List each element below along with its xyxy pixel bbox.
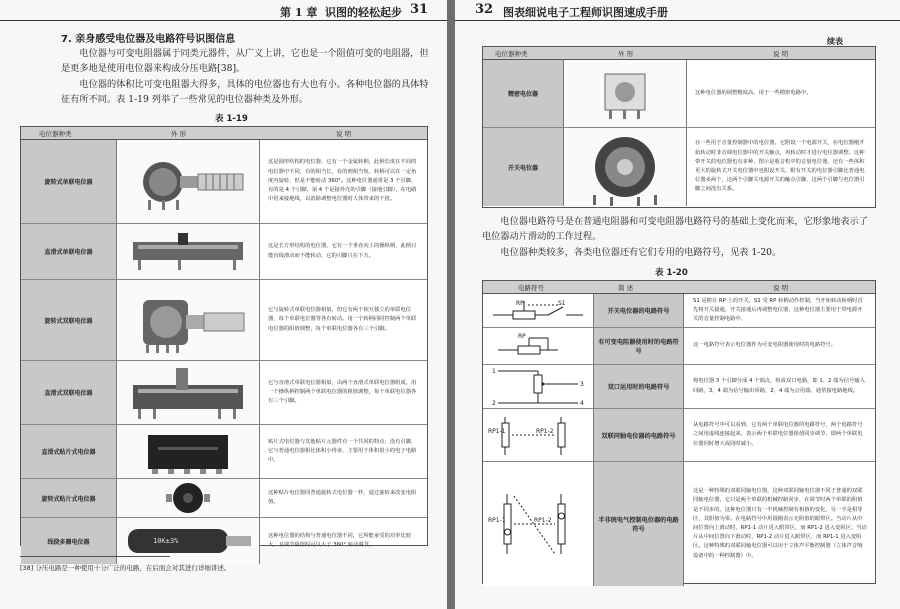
symbol-table xyxy=(482,280,876,584)
table-row xyxy=(483,60,875,128)
potentiometer-photo xyxy=(117,361,260,424)
table-header-row xyxy=(21,127,427,140)
potentiometer-description: 它与旋转式单联电位器相似，但它有两个相互独立的单联电位器，每个单联电位器等各有转动。用一个转柄同时控制两个单联电位器的阻值调整，每个单联电位器各有三个引脚。 xyxy=(268,307,417,332)
svg-text:1: 1 xyxy=(492,367,496,375)
page-number: 31 xyxy=(410,2,429,17)
potentiometer-photo xyxy=(117,280,260,360)
potentiometer-kind: 直滑式双联电位器 xyxy=(21,361,117,424)
potentiometer-description: 这种电位器的调整精度高，用于一些精密电路中。 xyxy=(695,89,812,96)
table-row xyxy=(21,280,427,361)
symbol-description: 这是一种特殊的双联同轴电位器，这种双联同轴电位器不同于普通的双联同轴电位器，它只是两个单联的机械控制同步，在调节时两个单联的阻值是不同步的。这种电位器只有一半机械控制有相值的变化，另一半是相等区，其阻值为零。在电路符号中用圆圈表示无阻值的眼带区。当动片从中间位置向上滑动时，RP1-1 动片进入眼带区，而 RP1-2 进入变阻区；当动片从中间位置向下滑动时，RP1-2 动片进入眼带区，而 RP1-1 进入变阻区。这种特殊的双联同轴电位器可以用于立体声平衡控制器（立体声音响设备中的一种控制器）中。 xyxy=(693,488,867,559)
table-row xyxy=(483,462,875,586)
svg-text:RP: RP xyxy=(516,299,524,307)
footnote-divider xyxy=(20,556,170,557)
svg-text:2: 2 xyxy=(492,399,496,407)
potentiometer-kind: 线绕多圈电位器 xyxy=(21,518,117,564)
symbol-brief: 有可变电阻器使用时的电路符号 xyxy=(594,328,684,364)
book-title: 图表细说电子工程师识图速成手册 xyxy=(503,6,668,19)
column-header: 说 明 xyxy=(336,130,352,138)
potentiometer-description: 这种电位器的结构与普通电位器不同，它所能承受的功率比较大，且调节阻值时可以大于 360° 转动调节。 xyxy=(268,532,412,548)
table-row xyxy=(21,425,427,479)
column-header: 电位器种类 xyxy=(39,130,72,138)
circuit-symbol xyxy=(483,328,594,364)
page-header xyxy=(0,0,447,21)
chapter-label: 第 1 章 xyxy=(280,6,318,19)
potentiometer-description: 在一些用于音量控制器中的电位器，它附设一个电源开关，在电位器刚开始转动时非音调电位器中的开关触点，再转动时才进行电位器调整。这种带开关的电位器也有多种，图示是收音机中的音量电位器，还有一些体积更大的旋转式开关电位器中也附设开关。附有开关的电位器引脚比普通电位器多两个，这两个引脚关电源开关的触点引脚，这两个引脚与电位器引脚之间没有关系。 xyxy=(695,140,865,193)
potentiometer-kind: 开关电位器 xyxy=(483,128,564,206)
paragraph: 电位器的体积比可变电阻器大得多，具体的电位器也有大也有小。各种电位器的具体特征有所不同。表 1-19 列举了一些常见的电位器种类及外形。 xyxy=(61,79,429,105)
svg-text:S1: S1 xyxy=(558,299,566,307)
potentiometer-table-continued xyxy=(482,46,876,208)
symbol-brief: 半非统电气控制电位器的电路符号 xyxy=(594,462,684,586)
potentiometer-photo xyxy=(117,479,260,517)
svg-text:10K±3%: 10K±3% xyxy=(153,537,179,545)
potentiometer-kind: 精密电位器 xyxy=(483,60,564,127)
table-row xyxy=(21,140,427,224)
potentiometer-kind: 直滑式贴片式电位器 xyxy=(21,425,117,478)
potentiometer-kind: 旋转式贴片式电位器 xyxy=(21,479,117,517)
column-header: 外 形 xyxy=(171,130,187,138)
table-row xyxy=(483,409,875,462)
svg-text:RP1-2: RP1-2 xyxy=(536,428,554,435)
potentiometer-photo xyxy=(564,128,687,206)
potentiometer-photo xyxy=(564,60,687,127)
column-header: 简 述 xyxy=(618,284,634,292)
continued-label: 续表 xyxy=(827,37,843,46)
table-header-row xyxy=(483,281,875,294)
table-row xyxy=(21,361,427,425)
circuit-symbol xyxy=(483,462,594,586)
table-row xyxy=(483,128,875,206)
circuit-symbol xyxy=(483,365,594,408)
page-header xyxy=(455,0,900,21)
potentiometer-photo xyxy=(117,425,260,478)
column-header: 外 形 xyxy=(618,50,634,58)
potentiometer-description: 贴片式电位器与其他贴片元器件有一个共同的特点：没有引脚，它与普通电位器相比体积小得多，主要用于体积很小的电子电路中。 xyxy=(268,438,417,464)
table-row xyxy=(21,479,427,518)
potentiometer-kind: 旋转式单联电位器 xyxy=(21,140,117,223)
potentiometer-description: 这是圆形结构的电位器，它有一个金属转柄，此柄长度在不同的电位器中不同，有的相当长，有的则相当短。转柄可以在一定角度内旋转，但是不能转动 360°。这种电位器通常是 3 个引脚，有的是 4 个引脚，第 4 个是接外壳的引脚（接地引脚），在电路中用来接地线，以消除调整电位器时人体带来的干扰。 xyxy=(268,159,417,203)
svg-text:4: 4 xyxy=(580,399,584,407)
potentiometer-description: 它与直滑式单联电位器相似，由两个直滑式单联电位器组成，用一个操纵柄控制两个单联电位器的阻值调整，每个单联电位器各有三个引脚。 xyxy=(268,379,417,405)
svg-text:RP1-1: RP1-1 xyxy=(488,428,506,435)
potentiometer-photo xyxy=(117,224,260,279)
potentiometer-description: 这种贴片电位器同普通旋转式电位器一样，通过旋转来改变电阻值。 xyxy=(268,489,417,505)
column-header: 说 明 xyxy=(773,284,789,292)
potentiometer-description: 这是长方形结构的电位器，它有一个垂直向上的操纵柄，此柄只能直线滑动而不能转动，它的引脚只在下方。 xyxy=(268,243,417,259)
right-page xyxy=(455,0,900,609)
paragraph: 电位器与可变电阻器属于同类元器件，从广义上讲，它也是一个阻值可变的电阻器，但是更多地是使用电位器来构成分压电路[38]。 xyxy=(61,48,429,74)
table-header-row xyxy=(483,47,875,60)
chapter-title: 识图的轻松起步 xyxy=(325,6,402,19)
svg-text:3: 3 xyxy=(580,380,584,388)
potentiometer-photo xyxy=(117,518,260,564)
symbol-brief: 双联同轴电位器的电路符号 xyxy=(594,409,684,461)
symbol-description: S1 是附在 RP 上的开关，S1 受 RP 转柄动作控制，当开始转动转柄时首先将开关接通，开关接通后再调整电位器，这种电位器主要用于带电源开关的音量控制电路中。 xyxy=(693,297,863,323)
column-header: 说 明 xyxy=(773,50,789,58)
section-title: 7. 亲身感受电位器及电路符号识图信息 xyxy=(61,34,236,45)
circuit-symbol xyxy=(483,409,594,461)
table-row xyxy=(21,518,427,564)
left-page xyxy=(0,0,447,609)
table-row xyxy=(483,328,875,365)
potentiometer-photo xyxy=(117,140,260,223)
table-caption: 表 1-19 xyxy=(215,114,248,124)
table-row xyxy=(483,365,875,409)
paragraph: 电位器电路符号是在普通电阻器和可变电阻器电路符号的基础上变化而来，它形象地表示了电位器动片滑动的工作过程。 xyxy=(482,216,868,242)
symbol-brief: 开关电位器的电路符号 xyxy=(594,294,684,327)
table-row xyxy=(21,224,427,280)
column-header: 电位器种类 xyxy=(495,50,528,58)
table-caption: 表 1-20 xyxy=(655,268,688,278)
svg-text:RP: RP xyxy=(518,333,526,340)
page-number: 32 xyxy=(475,2,494,17)
potentiometer-table xyxy=(20,126,428,546)
column-header: 电路符号 xyxy=(518,284,544,292)
footnote: [38] 分压电路是一种使用十分广泛的电路，在后面会对其进行详细讲述。 xyxy=(20,564,231,572)
circuit-symbol xyxy=(483,294,594,327)
table-row xyxy=(483,294,875,328)
potentiometer-kind: 直滑式单联电位器 xyxy=(21,224,117,279)
svg-text:RP1-1: RP1-1 xyxy=(488,517,506,524)
svg-text:RP1-2: RP1-2 xyxy=(534,517,552,524)
symbol-brief: 双口运用时的电路符号 xyxy=(594,365,684,408)
potentiometer-kind: 旋转式双联电位器 xyxy=(21,280,117,360)
symbol-description: 将电位器 3 个引脚分成 4 个端点，组成双口电路，即 1、2 端为信号输入回路，3、4 端为信号输出回路，2、4 端为公用端，通常接电路地线。 xyxy=(693,378,865,394)
symbol-description: 这一电路符号表示电位器作为可变电阻器使用时的电路符号。 xyxy=(693,342,837,349)
symbol-description: 从电路符号中可以看到，它有两个单联电位器的电路符号，两个电路符号之间用虚线连接起来，表示两个单联电位器阻值同步调节，即两个单联电位器同时增大或同时减小。 xyxy=(693,422,863,447)
paragraph: 电位器种类较多，各类电位器还有它们专用的电路符号，见表 1-20。 xyxy=(500,247,782,258)
